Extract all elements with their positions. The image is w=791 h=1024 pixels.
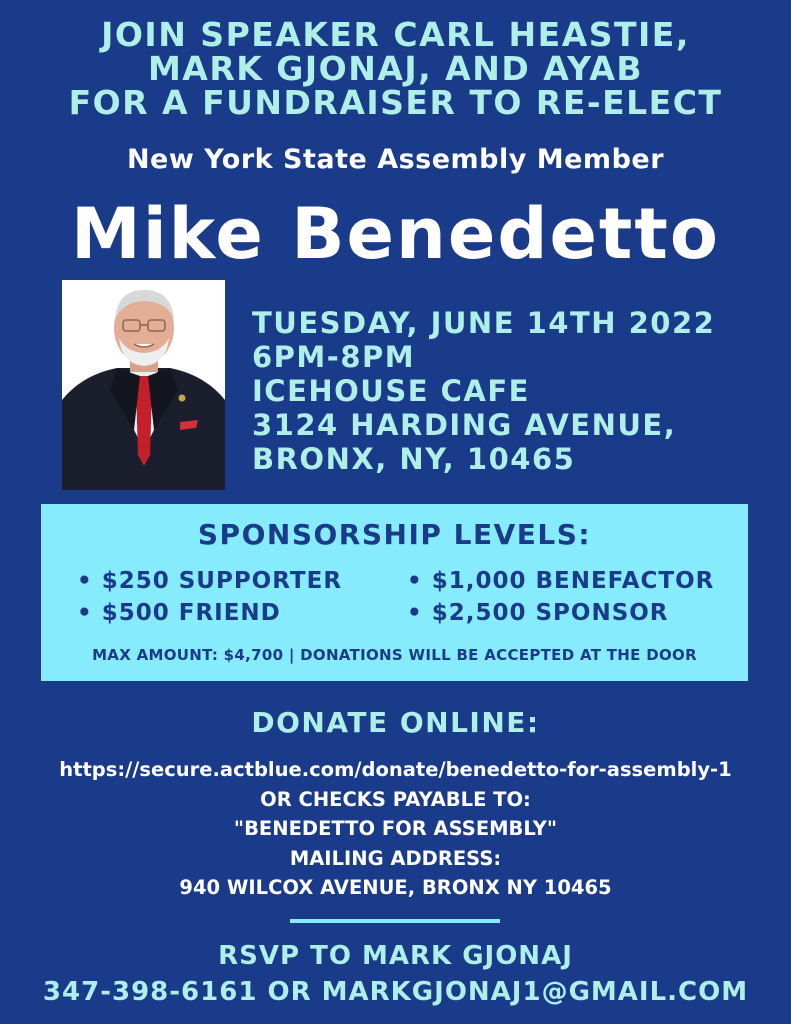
candidate-portrait-icon: [62, 280, 225, 490]
event-venue: ICEHOUSE CAFE: [252, 374, 530, 408]
sponsorship-level-sponsor: • $2,500 SPONSOR: [407, 600, 669, 626]
candidate-name: Mike Benedetto: [71, 193, 720, 275]
headline-line-3: FOR A FUNDRAISER TO RE-ELECT: [68, 83, 723, 122]
rsvp: [0, 938, 791, 1010]
donate-info: [0, 755, 791, 903]
sponsorship-level-friend: • $500 FRIEND: [77, 600, 281, 626]
headline-line-2: MARK GJONAJ, AND AYAB: [147, 49, 644, 88]
event-street: 3124 HARDING AVENUE,: [252, 408, 677, 442]
headline-line-1: JOIN SPEAKER CARL HEASTIE,: [101, 15, 690, 54]
sponsorship-level-benefactor: • $1,000 BENEFACTOR: [407, 568, 715, 594]
subtitle: New York State Assembly Member: [126, 144, 665, 175]
rsvp-line-1: RSVP TO MARK GJONAJ: [218, 941, 573, 971]
event-date: TUESDAY, JUNE 14TH 2022: [252, 306, 716, 340]
donate-url-link[interactable]: https://secure.actblue.com/donate/benedetto-for-assembly-1: [59, 758, 732, 781]
mailing-address: 940 WILCOX AVENUE, BRONX NY 10465: [179, 876, 612, 899]
event-city: BRONX, NY, 10465: [252, 442, 576, 476]
event-time: 6PM-8PM: [252, 340, 416, 374]
sponsorship-level-supporter: • $250 SUPPORTER: [77, 568, 343, 594]
mailing-label: MAILING ADDRESS:: [289, 846, 502, 870]
donate-title: DONATE ONLINE:: [251, 706, 540, 739]
headline: [0, 15, 791, 122]
checks-label: OR CHECKS PAYABLE TO:: [260, 787, 531, 811]
sponsorship-note: MAX AMOUNT: $4,700 | DONATIONS WILL BE ACCEPTED AT THE DOOR: [92, 646, 697, 664]
checks-payee: "BENEDETTO FOR ASSEMBLY": [233, 817, 558, 840]
sponsorship-title: SPONSORSHIP LEVELS:: [197, 518, 592, 551]
candidate-photo: [62, 280, 225, 490]
event-details: [252, 306, 715, 476]
sponsorship-box: [41, 504, 748, 681]
rsvp-contact-link[interactable]: 347-398-6161 OR MARKGJONAJ1@GMAIL.COM: [42, 977, 749, 1007]
divider: [290, 919, 500, 923]
